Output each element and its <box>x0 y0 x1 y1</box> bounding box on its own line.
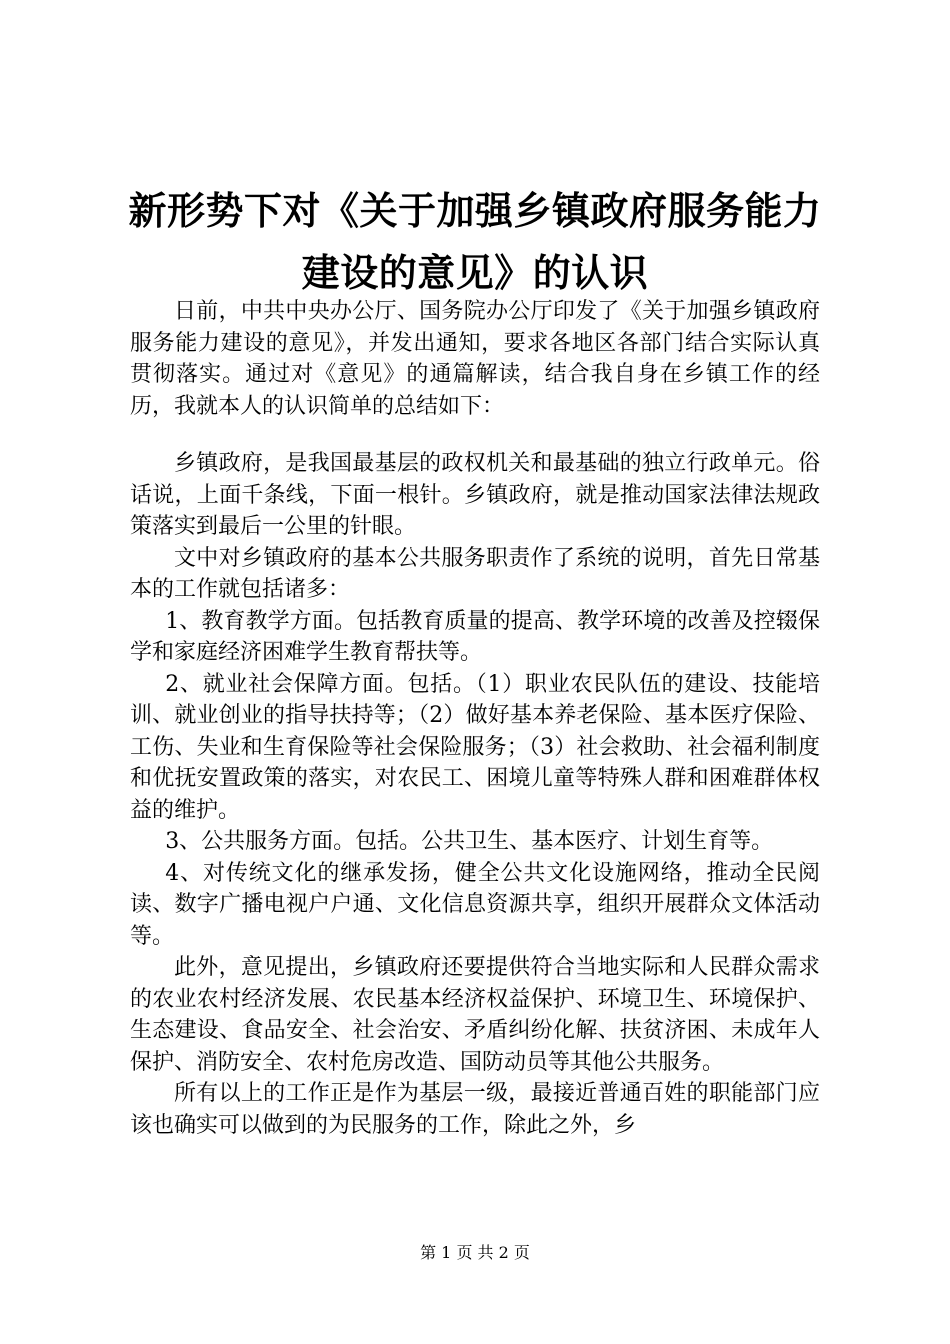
page-footer: 第 1 页 共 2 页 <box>420 1243 530 1262</box>
intro-paragraph: 日前，中共中央办公厅、国务院办公厅印发了《关于加强乡镇政府服务能力建设的意见》，并发出通知，要求各地区各部门结合实际认真贯彻落实。通过对《意见》的通篇解读，结合我自身在乡镇工作的经历，我就本人的认识简单的总结如下： <box>130 299 820 419</box>
paragraph-service-duties: 文中对乡镇政府的基本公共服务职责作了系统的说明，首先日常基本的工作就包括诸多： <box>130 545 820 602</box>
paragraph-township-government: 乡镇政府，是我国最基层的政权机关和最基础的独立行政单元。俗话说，上面千条线，下面一根针。乡镇政府，就是推动国家法律法规政策落实到最后一公里的针眼。 <box>130 451 820 539</box>
document-body <box>130 296 820 1141</box>
list-item-employment: 2、就业社会保障方面。包括。（1）职业农民队伍的建设、技能培训、就业创业的指导扶持等；（2）做好基本养老保险、基本医疗保险、工伤、失业和生育保险等社会保险服务；（3）社会救助、社会福利制度和优抚安置政策的落实，对农民工、困境儿童等特殊人群和困难群体权益的维护。 <box>130 671 820 823</box>
document-title: 新形势下对《关于加强乡镇政府服务能力建设的意见》的认识 <box>128 188 822 295</box>
list-item-public-service: 3、公共服务方面。包括。公共卫生、基本医疗、计划生育等。 <box>165 829 774 854</box>
paragraph-other-services: 此外，意见提出，乡镇政府还要提供符合当地实际和人民群众需求的农业农村经济发展、农民基本经济权益保护、环境卫生、环境保护、生态建设、食品安全、社会治安、矛盾纠纷化解、扶贫济困、未成年人保护、消防安全、农村危房改造、国防动员等其他公共服务。 <box>130 955 820 1075</box>
paragraph-summary: 所有以上的工作正是作为基层一级，最接近普通百姓的职能部门应该也确实可以做到的为民服务的工作，除此之外，乡 <box>130 1081 820 1138</box>
list-item-culture: 4、对传统文化的继承发扬，健全公共文化设施网络，推动全民阅读、数字广播电视户户通、文化信息资源共享，组织开展群众文体活动等。 <box>130 860 820 949</box>
list-item-education: 1、教育教学方面。包括教育质量的提高、教学环境的改善及控辍保学和家庭经济困难学生教育帮扶等。 <box>130 608 820 665</box>
